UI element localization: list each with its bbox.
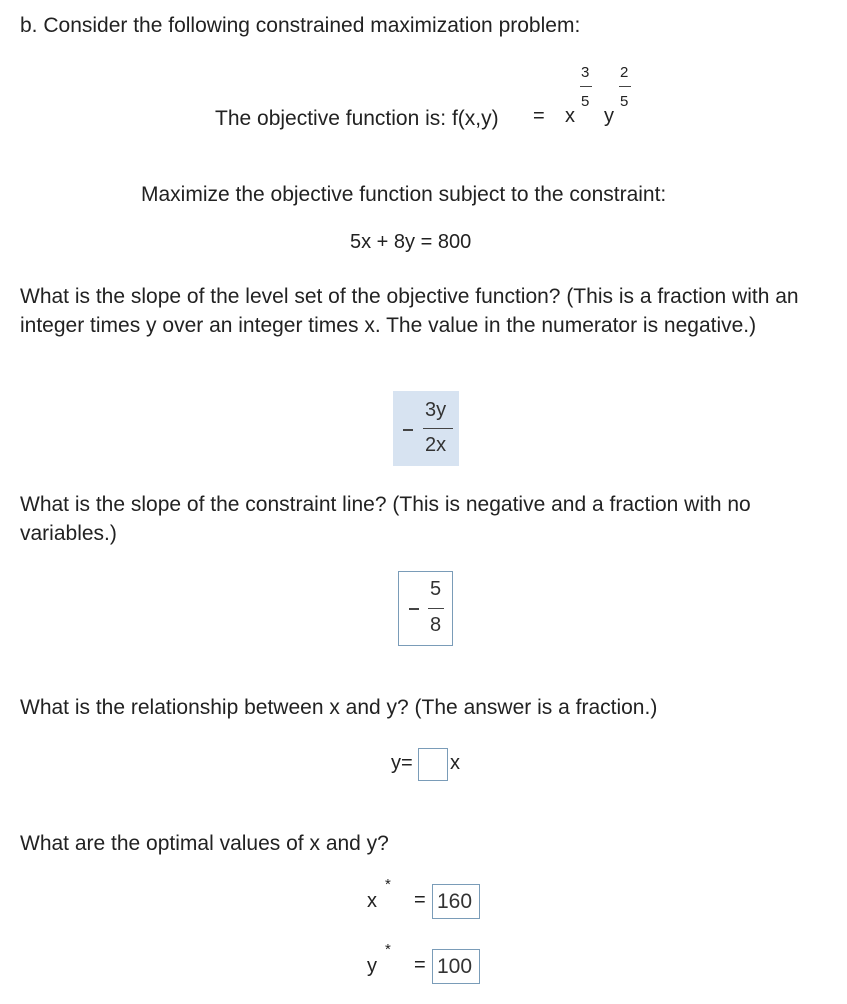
exp-y-fraction-bar bbox=[619, 86, 631, 87]
y-star-equals: = bbox=[414, 954, 426, 976]
answer-numerator: 5 bbox=[430, 578, 442, 600]
y-star-superscript: * bbox=[385, 941, 391, 958]
answer-numerator: 3y bbox=[425, 399, 447, 421]
question-constraint-slope: What is the slope of the constraint line? (This is negative and a fraction with no variables.) bbox=[20, 493, 751, 545]
objective-var-y: y bbox=[604, 105, 614, 127]
relationship-answer-input[interactable] bbox=[418, 748, 448, 781]
constraint-slope-answer[interactable] bbox=[398, 571, 453, 646]
exp-y-denominator: 5 bbox=[620, 93, 629, 110]
x-star-superscript: * bbox=[385, 876, 391, 893]
relationship-rhs: x bbox=[450, 752, 460, 774]
question-xy-relationship: What is the relationship between x and y? (The answer is a fraction.) bbox=[20, 696, 658, 719]
x-star-equals: = bbox=[414, 889, 426, 911]
intro-text: b. Consider the following constrained maximization problem: bbox=[20, 14, 581, 37]
answer-denominator: 8 bbox=[430, 614, 442, 636]
objective-equals: = bbox=[533, 105, 545, 127]
x-optimal-value: 160 bbox=[437, 890, 473, 913]
exp-x-fraction-bar bbox=[580, 86, 592, 87]
minus-sign bbox=[403, 429, 413, 431]
constraint-intro: Maximize the objective function subject to the constraint: bbox=[141, 183, 667, 206]
exp-y-numerator: 2 bbox=[620, 64, 629, 81]
answer-denominator: 2x bbox=[425, 434, 447, 456]
level-set-slope-answer[interactable] bbox=[393, 391, 459, 466]
objective-var-x: x bbox=[565, 105, 575, 127]
relationship-lhs: y= bbox=[391, 752, 413, 774]
constraint-equation: 5x + 8y = 800 bbox=[350, 231, 472, 253]
y-optimal-answer[interactable] bbox=[432, 949, 480, 984]
answer-fraction-bar bbox=[428, 608, 444, 609]
minus-sign bbox=[409, 608, 419, 610]
y-optimal-value: 100 bbox=[437, 955, 473, 978]
exp-x-numerator: 3 bbox=[581, 64, 590, 81]
objective-label: The objective function is: f(x,y) bbox=[215, 107, 499, 130]
x-optimal-answer[interactable] bbox=[432, 884, 480, 919]
question-level-set-slope: What is the slope of the level set of the objective function? (This is a fraction with an integer times y over an integer times x. The value in the numerator is negative.) bbox=[20, 285, 799, 337]
answer-fraction-bar bbox=[423, 428, 453, 429]
question-optimal-values: What are the optimal values of x and y? bbox=[20, 832, 389, 855]
exp-x-denominator: 5 bbox=[581, 93, 590, 110]
x-star-label: x bbox=[367, 890, 377, 912]
y-star-label: y bbox=[367, 955, 377, 977]
